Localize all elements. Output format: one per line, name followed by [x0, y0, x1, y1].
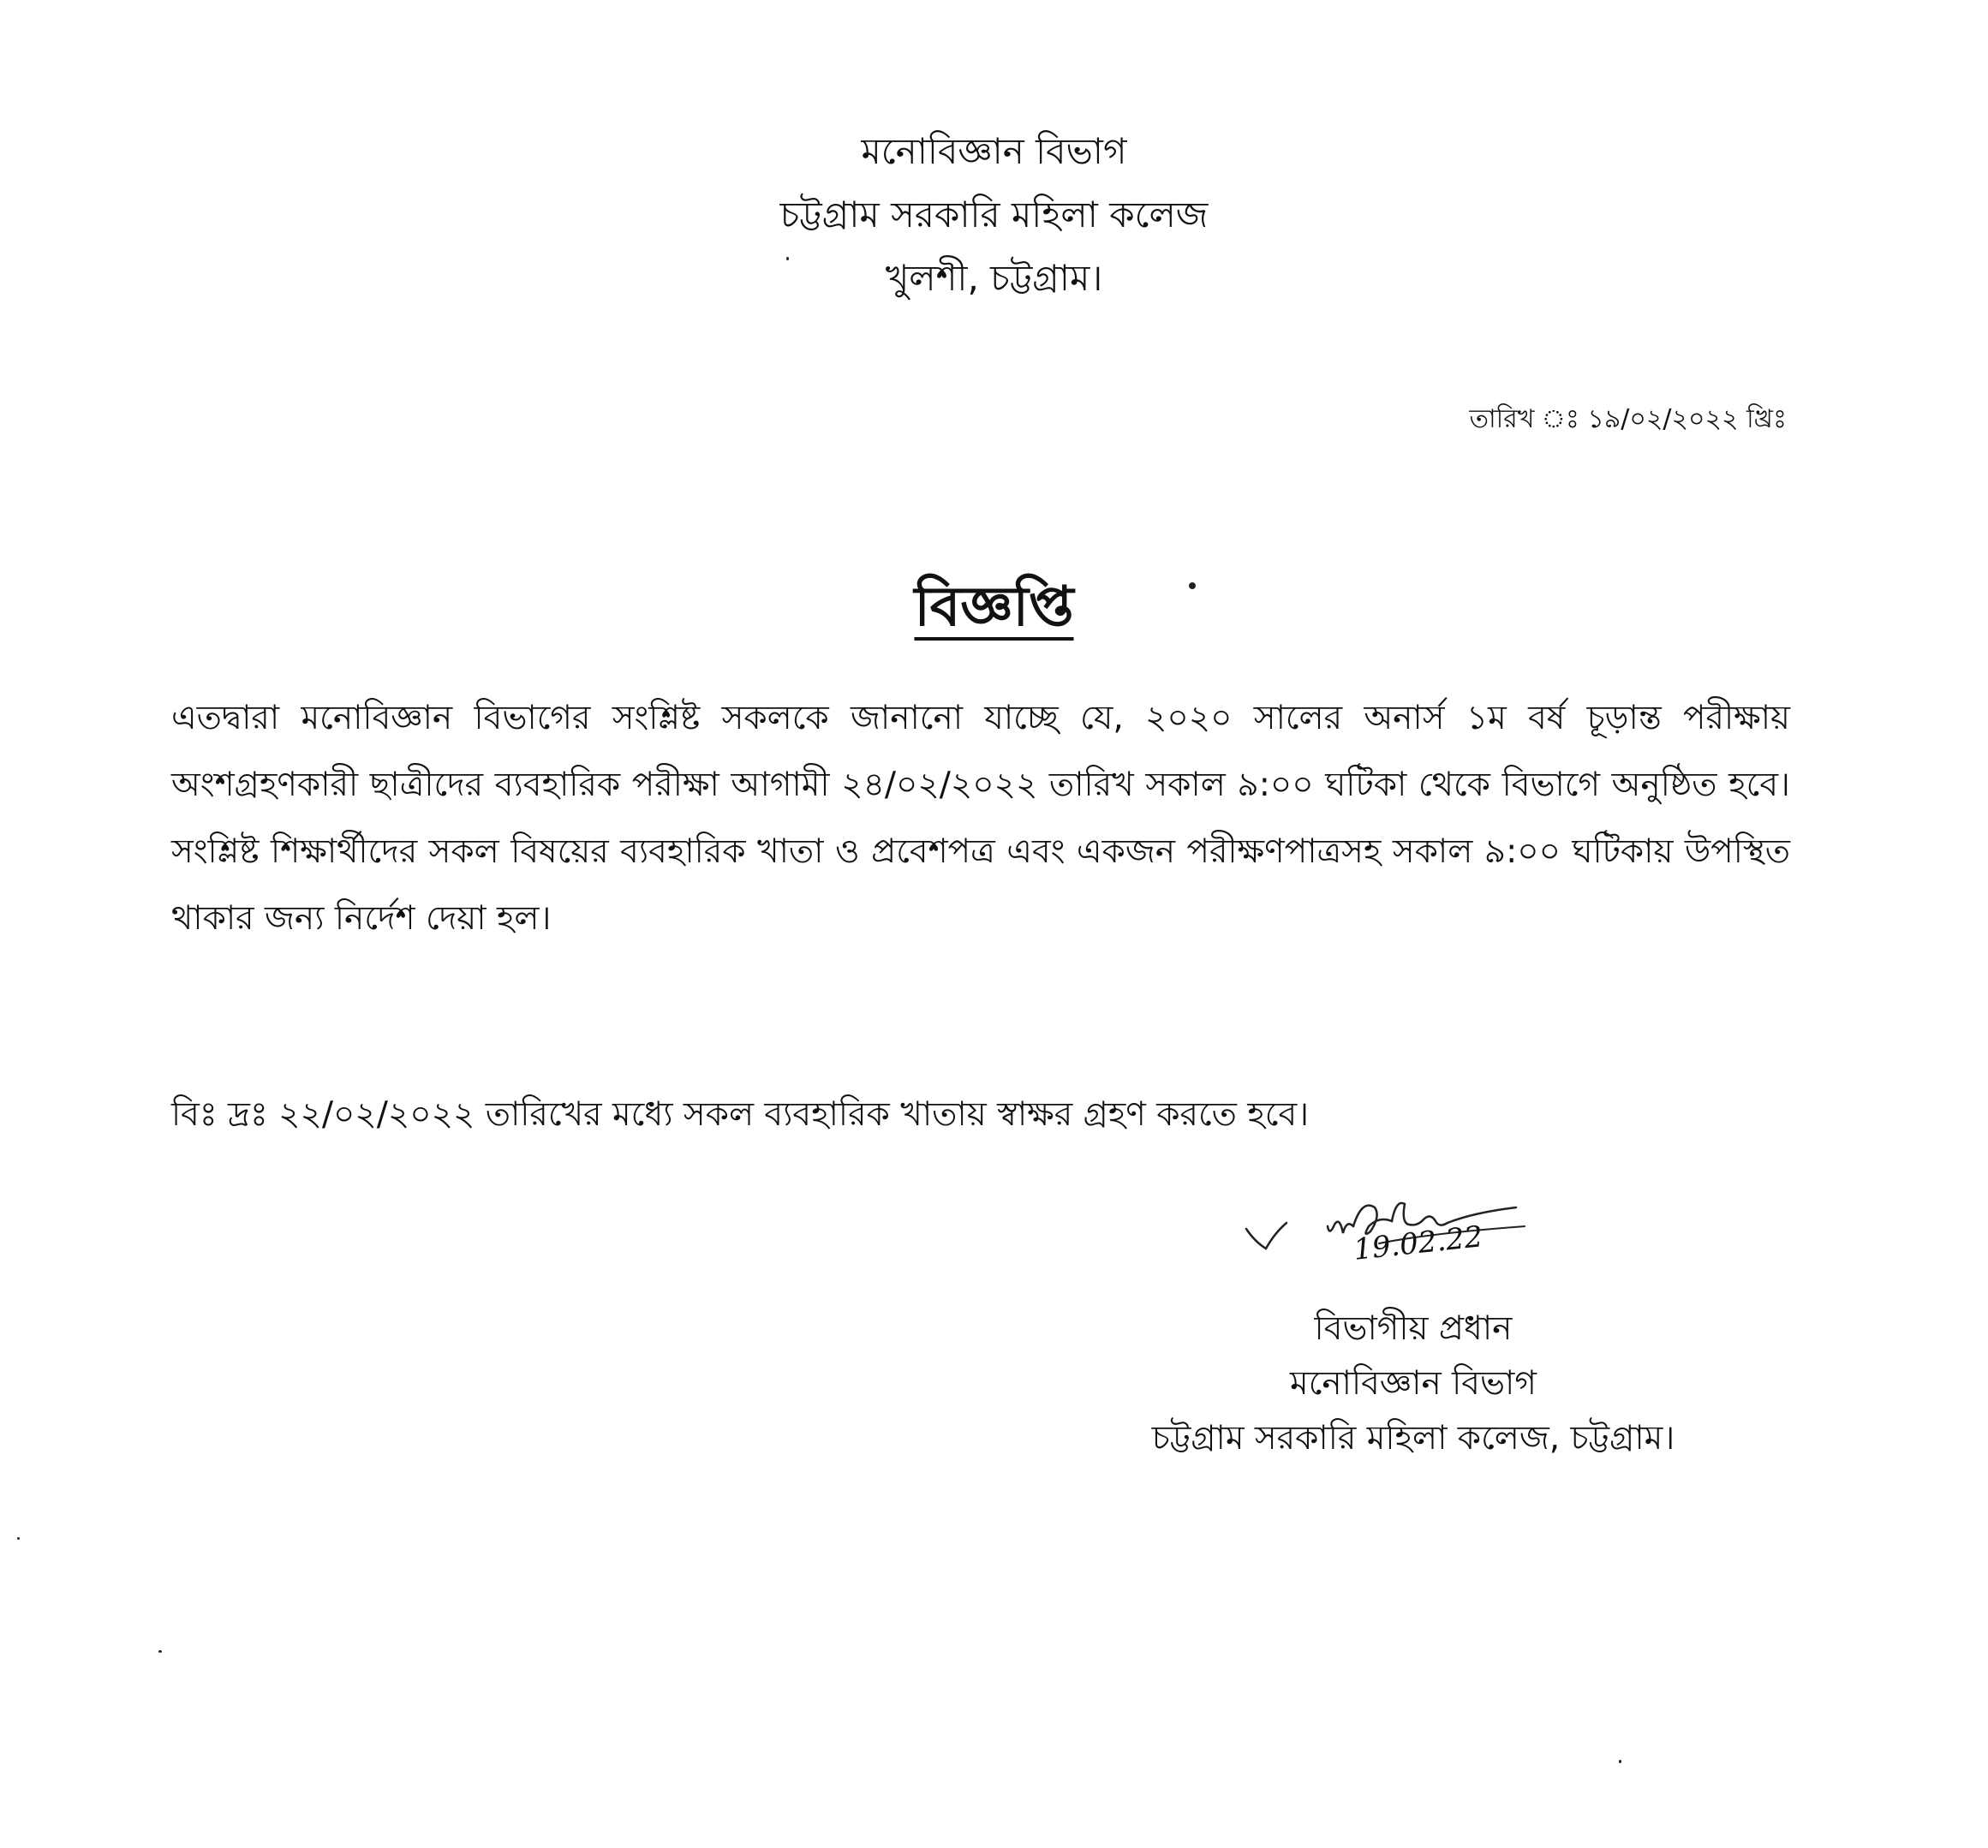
scan-speck	[786, 257, 789, 260]
signatory-college: চট্টগ্রাম সরকারি মহিলা কলেজ, চট্টগ্রাম।	[1151, 1419, 1675, 1458]
signatory-block	[1028, 1302, 1799, 1466]
notice-date: তারিখ ঃ ১৯/০২/২০২২ খ্রিঃ	[1469, 404, 1787, 434]
signatory-department: মনোবিজ্ঞান বিভাগ	[1290, 1364, 1537, 1403]
notice-body: এতদ্বারা মনোবিজ্ঞান বিভাগের সংশ্লিষ্ট সকলকে জানানো যাচ্ছে যে, ২০২০ সালের অনার্স ১ম বর্ষ চূড়ান্ত পরীক্ষায় অংশগ্রহণকারী ছাত্রীদের ব্যবহারিক পরীক্ষা আগামী ২৪/০২/২০২২ তারিখ সকাল ৯:০০ ঘটিকা থেকে বিভাগে অনুষ্ঠিত হবে। সংশ্লিষ্ট শিক্ষার্থীদের সকল বিষয়ের ব্যবহারিক খাতা ও প্রবেশপত্র এবং একজন পরীক্ষণপাত্রসহ সকাল ৯:০০ ঘটিকায় উপস্থিত থাকার জন্য নির্দেশ দেয়া হল।	[171, 699, 1790, 938]
scan-speck	[158, 1650, 162, 1653]
college-address: খুলশী, চট্টগ্রাম।	[885, 257, 1103, 299]
college-name: চট্টগ্রাম সরকারি মহিলা কলেজ	[779, 194, 1209, 235]
department-name: মনোবিজ্ঞান বিভাগ	[861, 130, 1127, 172]
scan-speck	[1619, 1760, 1621, 1763]
notice-title	[0, 565, 1988, 657]
scan-speck	[17, 1537, 20, 1540]
letterhead	[0, 120, 1988, 310]
signature-date: 19.02.22	[1352, 1219, 1485, 1267]
scan-speck	[1189, 582, 1196, 589]
signatory-designation: বিভাগীয় প্রধান	[1314, 1309, 1513, 1348]
notice-note: বিঃ দ্রঃ ২২/০২/২০২২ তারিখের মধ্যে সকল ব্যবহারিক খাতায় স্বাক্ষর গ্রহণ করতে হবে।	[171, 1095, 1310, 1134]
notice-title-text: বিজ্ঞপ্তি	[914, 575, 1074, 639]
